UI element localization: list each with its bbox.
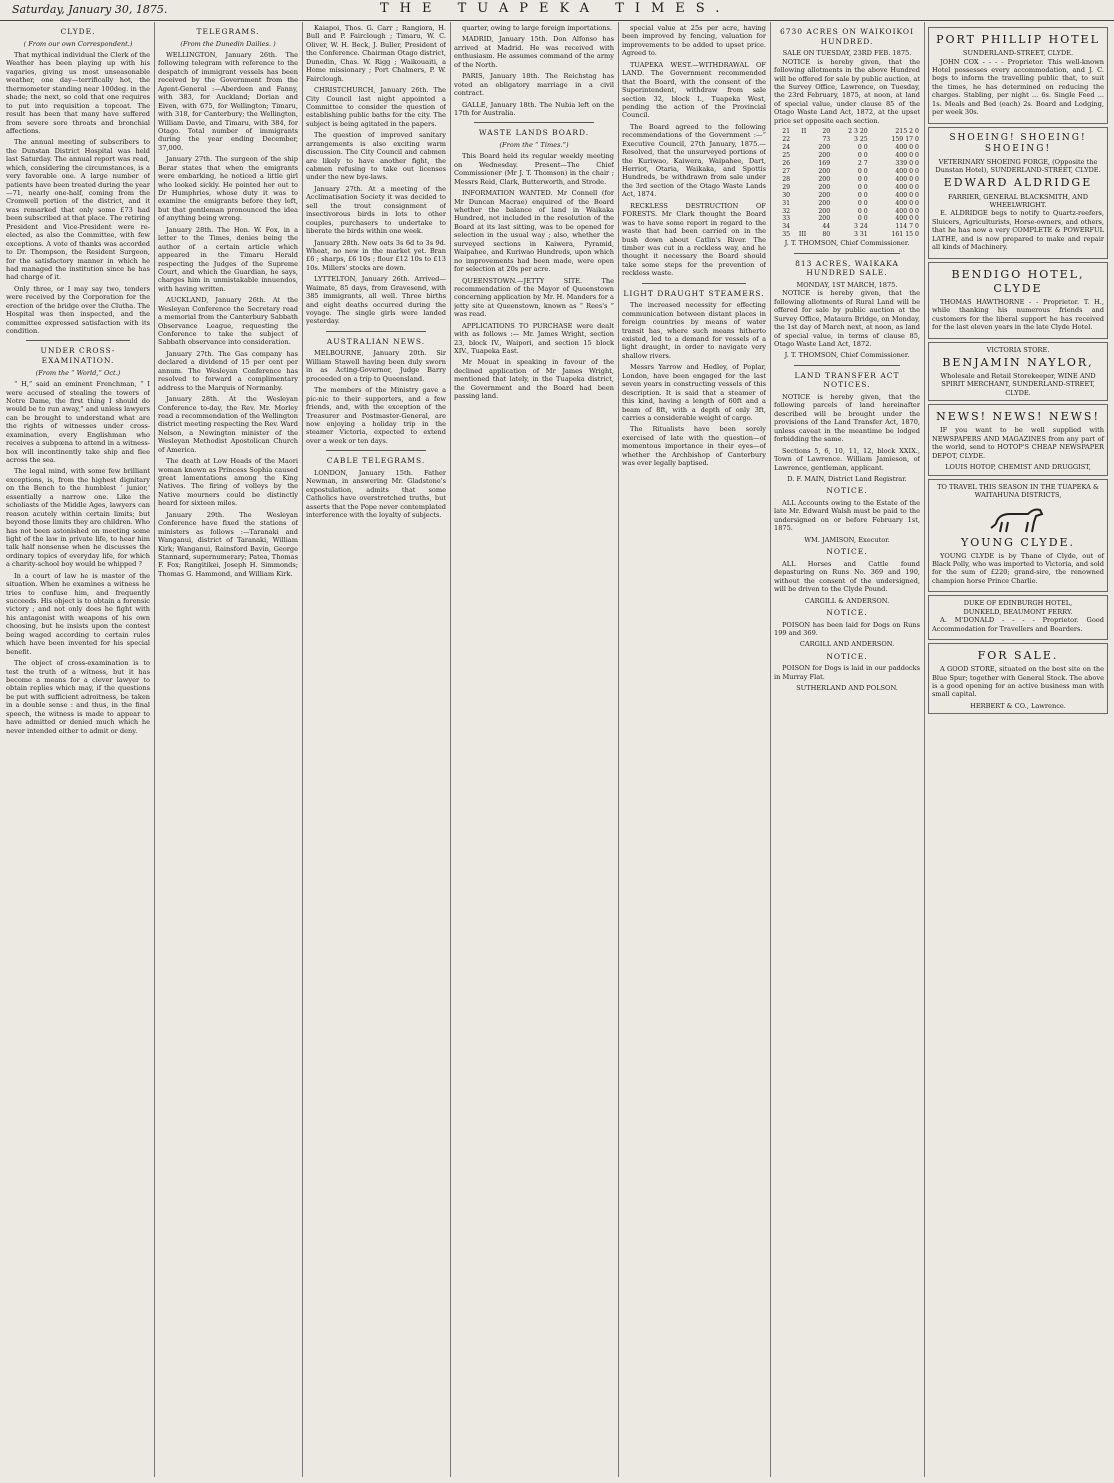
paragraph: The increased necessity for effecting communication between distant places in foreign countries by means of water transit has, where such means hitherto existed, led to a demand for vessels of a light draught, in order to navigate very shallow rivers. [622, 301, 766, 360]
column-6 [774, 24, 920, 1479]
section-heading: LIGHT DRAUGHT STEAMERS. [623, 288, 765, 298]
advert-body: A GOOD STORE, situated on the best site on the Blue Spur; together with General Stock. The above is a good opening for an active business man with small capital. [932, 665, 1104, 699]
column-5 [622, 24, 766, 1479]
paragraph: ALL Accounts owing to the Estate of the late Mr. Edward Walsh must be paid to the undersigned on or before February 1st, 1875. [774, 498, 920, 533]
paragraph: NOTICE is hereby given, that the following allotments of Rural Land will be offered for sale by public auction at the Survey Office, Mataura Bridge, on Monday, the 1st day of March next, at noon, as land of special value, in terms of clause 85, Otago Waste Land Act, 1872. [774, 289, 920, 348]
table-cell: 25 [782, 151, 791, 159]
paragraph: The members of the Ministry gave a pic-nic to their supporters, and a few friends, and, with the exception of the Treasurer and Postmaster-General, are now enjoying a holiday trip in the steamer Victoria, expected to extend over a week or ten days. [306, 386, 446, 445]
issue-date: Saturday, January 30, 1875. [12, 3, 168, 16]
table-cell: 400 0 0 [895, 215, 919, 223]
paragraph: POISON for Dogs is laid in our paddocks in Murray Flat. [774, 664, 920, 681]
table-row [774, 200, 920, 208]
paragraph: PARIS, January 18th. The Reichstag has voted an obligatory marriage in a civil contract. [454, 72, 614, 98]
table-row [774, 160, 920, 168]
column-rule [770, 22, 771, 1477]
notice-heading: NOTICE. [826, 486, 868, 496]
byline: ( From our own Correspondent.) [23, 39, 133, 48]
column-rule [924, 22, 925, 1477]
table-cell [791, 152, 807, 160]
table-cell: 215 2 0 [895, 128, 919, 136]
signature: CARGILL & ANDERSON. [804, 596, 890, 605]
table-cell: 200 [818, 191, 831, 199]
divider [326, 450, 426, 451]
table-cell: 400 0 0 [895, 144, 919, 151]
paragraph: The death at Low Heads of the Maori woman known as Princess Sophia caused great lamentations among the King Natives. The firing of volleys by the Native mourners could be distinctly heard for sixteen miles. [158, 457, 298, 508]
table-cell: 400 0 0 [895, 207, 919, 215]
table-row [774, 208, 920, 216]
table-cell [791, 136, 807, 144]
table-cell: 0 0 [857, 167, 868, 175]
advert-subtitle: Wholesale and Retail Storekeeper, WINE AND SPIRIT MERCHANT, SUNDERLAND-STREET, CLYDE. [940, 372, 1096, 397]
section-heading: UNDER CROSS-EXAMINATION. [40, 346, 116, 366]
advert-subtitle: SUNDERLAND-STREET, CLYDE. [962, 49, 1074, 58]
column-rule [302, 22, 303, 1477]
signature: J. T. THOMSON, Chief Commissioner. [784, 351, 910, 360]
paragraph: Mr Mouat in speaking in favour of the declined application of Mr James Wright, mentioned that lately, in the Tuapeka district, the Government and the Board had been passing land. [454, 358, 614, 401]
advert-title: SHOEING! SHOEING! SHOEING! [949, 132, 1087, 155]
paragraph: Sections 5, 6, 10, 11, 12, block XXIX., Town of Lawrence. William Jamieson, of Lawrence, gentleman, applicant. [774, 446, 920, 472]
table-cell: 200 [818, 199, 831, 207]
table-cell: 28 [782, 175, 791, 183]
notice-subheading: SALE ON TUESDAY, 23RD FEB. 1875. [782, 49, 912, 58]
table-row [774, 176, 920, 184]
advert-name: YOUNG CLYDE. [960, 535, 1076, 549]
table-cell: 159 17 0 [891, 136, 919, 144]
section-heading: CABLE TELEGRAMS. [326, 456, 426, 466]
paragraph: That mythical individual the Clerk of the Weather has been playing up with his vagaries, giving us most unseasonable weather, one day—terrifically hot, the thermometer standing near 100deg. in the shade; the next, so cold that one requires to put into requisition a topcoat. The result has been that many have suffered from severe sore throats and bronchial affections. [6, 51, 150, 135]
paragraph: special value at 25s per acre, having been improved by fencing, valuation for improvements to be added to upset price. Agreed to. [622, 24, 766, 58]
paper-title: THE TUAPEKA TIMES. [380, 1, 731, 16]
table-cell: 3 25 [853, 136, 868, 144]
paragraph: LONDON, January 15th. Father Newman, in answering Mr. Gladstone's expostulation, admits that some Catholics have overstretched truths, but asserts that the Pope never contemplated interference with the loyalty of subjects. [306, 468, 446, 520]
section-heading: TELEGRAMS. [196, 27, 260, 36]
table-cell [791, 208, 807, 216]
table-cell: 339 0 0 [895, 159, 919, 167]
paragraph: CHRISTCHURCH, January 26th. The City Council last night appointed a Committee to consider the question of establishing public baths for the city. The subject is being agitated in the papers. [306, 86, 446, 128]
paragraph: NOTICE is hereby given, that the following parcels of land hereinafter described will be brought under the provisions of the Land Transfer Act, 1870, unless caveat in the meantime be lodged forbidding the same. [774, 393, 920, 444]
advert-subtitle: VETERINARY SHOEING FORGE, (Opposite the Dunstan Hotel), SUNDERLAND-STREET, CLYDE. [935, 157, 1101, 175]
paragraph: NOTICE is hereby given, that the following allotments in the above Hundred will be offered for sale by public auction, at the Survey Office, Lawrence, on Tuesday, the 23rd February, 1875, at noon, at land of special value, under clause 85 of the Otago Waste Land Act, 1872, at the upset price set opposite each section. [774, 57, 920, 125]
table-row [774, 184, 920, 192]
paragraph: The object of cross-examination is to test the truth of a witness, but it has become a means for a clever lawyer to obtain replies which may, if the questions be put with sufficient adroitness, be taken in a double sense : and thus, in the final speech, the witness is made to appear to have admitted or denied much which he never intended either to admit or deny. [6, 659, 150, 735]
divider [474, 122, 594, 123]
table-cell [791, 144, 807, 152]
advert-body: E. ALDRIDGE begs to notify to Quartz-reefers, Sluicers, Agriculturists, Horse-owners, and others, that he has now a very COMPLETE & POWERFUL LATHE, and is now prepared to make and repair all kinds of Machinery. [932, 209, 1104, 252]
table-cell [791, 223, 807, 231]
advert-bendigo [928, 262, 1108, 339]
advert-body: YOUNG CLYDE is by Thane of Clyde, out of Black Polly, who was imported to Victoria, and sold for the sum of £220; grand-sire, the renowned champion horse Prince Charlie. [932, 551, 1104, 585]
advert-victoria-store [928, 342, 1108, 402]
table-cell: 200 [818, 215, 831, 223]
paragraph: January 28th. At the Wesleyan Conference to-day, the Rev. Mr. Morley read a recommendation of the Wellington district meeting respecting the Rev. Ward Nelson, a Newington minister of the Wesleyan Methodist Apostolican Church of America. [158, 395, 298, 454]
table-cell: 0 0 [857, 183, 868, 191]
advert-subtitle: FARRIER, GENERAL BLACKSMITH, AND WHEELWRIGHT. [947, 192, 1089, 209]
notice-subheading: MONDAY, 1ST MARCH, 1875. [796, 280, 898, 289]
advert-title: BENDIGO HOTEL, CLYDE [951, 267, 1085, 295]
table-cell: 0 0 [857, 144, 868, 151]
byline: (From the “ Times.”) [499, 140, 569, 149]
divider [26, 340, 130, 341]
table-cell: 3 31 [853, 231, 868, 239]
notice-heading: 813 ACRES, WAIKAKA HUNDRED SALE. [795, 258, 899, 278]
divider [794, 253, 900, 254]
table-cell: 73 [822, 136, 831, 144]
table-cell: 169 [818, 159, 831, 167]
paragraph: APPLICATIONS TO PURCHASE were dealt with as follows :— Mr. James Wright, section 23, block IV., Waipori, and section 15 block XIV., Tuapeka East. [454, 321, 614, 356]
table-cell: 400 0 0 [895, 151, 919, 159]
paragraph: “ H,” said an eminent Frenchman, “ I were accused of stealing the towers of Notre Dame, the first thing I should do would be to run away,” and unless lawyers can be brought to understand what are the rights of witnesses under cross-examination, every Englishman who receives a subpœna to attend in a witness-box will incontinently take ship and flee across the sea. [6, 380, 150, 465]
table-cell [791, 215, 807, 223]
paragraph: The Ritualists have been sorely exercised of late with the question—of momentous importance in their eyes—of whether the Archbishop of Canterbury was ever legally baptised. [622, 425, 766, 468]
table-cell: 400 0 0 [895, 191, 919, 199]
table-cell: 27 [782, 167, 791, 175]
table-row [774, 144, 920, 152]
paragraph: QUEENSTOWN.—JETTY SITE. The recommendation of the Mayor of Queenstown concerning application by Mr. H. Manders for a jetty site at Queenstown, known as “ Rees's ” was read. [454, 276, 614, 319]
paragraph: WELLINGTON, January 26th. The following telegram with reference to the despatch of immigrant vessels has been received by the Government from the Agent-General :—Aberdeen and Fanny, with 383, for Auckland; Dorian and Eiven, with 675, for Wellington; Timaru, with 318, for Canterbury; the Wellington, William Davie, and Timaru, with 384, for Otago. Total number of immigrants during the year ending December, 37,000. [158, 51, 298, 152]
table-cell: 400 0 0 [895, 199, 919, 207]
paragraph: GALLE, January 18th. The Nubia left on the 17th for Australia. [454, 100, 614, 117]
table-row [774, 152, 920, 160]
notice-heading: 6730 ACRES ON WAIKOIKOI HUNDRED. [779, 27, 915, 46]
table-cell [791, 200, 807, 208]
table-cell: 0 0 [857, 175, 868, 183]
paragraph: TUAPEKA WEST.—WITHDRAWAL OF LAND. The Government recommended that the Board, with the consent of the Superintendent, withdraw from sale section 32, block I., Tuapeka West, pending the action of the Provincial Council. [622, 60, 766, 120]
notice-heading: NOTICE. [826, 651, 868, 661]
advert-for-sale [928, 643, 1108, 714]
notice-heading: LAND TRANSFER ACT NOTICES. [794, 370, 900, 390]
signature: CARGILL AND ANDERSON. [799, 640, 895, 649]
table-cell: 2 3 20 [848, 128, 868, 136]
table-cell: 21 [782, 128, 791, 136]
advert-name: EDWARD ALDRIDGE [943, 176, 1093, 190]
section-heading: CLYDE. [60, 27, 96, 36]
table-cell [791, 176, 807, 184]
divider [326, 331, 426, 332]
table-cell: 3 24 [853, 223, 868, 231]
column-1 [6, 24, 150, 1479]
table-cell: 0 0 [857, 199, 868, 207]
paragraph: This Board held its regular weekly meeting on Wednesday. Present—The Chief Commissioner (Mr J. T. Thomson) in the chair ; Messrs Reid, Clark, Butterworth, and Strode. [454, 152, 614, 186]
paragraph: January 27th. The surgeon of the ship Berar states that when the emigrants were embarking, he noticed a little girl who looked sickly. He pointed her out to Dr Humphries, whose duty it was to examine the emigrants before they left, but that gentleman pronounced the idea of anything being wrong. [158, 155, 298, 223]
table-cell: 200 [818, 144, 831, 151]
section-heading: WASTE LANDS BOARD. [478, 128, 590, 138]
paragraph: RECKLESS DESTRUCTION OF FORESTS. Mr Clark thought the Board was to have some report in regard to the waste that had been carried on in the bush down about Catlin's River. The timber was cut in a reckless way, and he thought it necessary the Board should take some steps for the prevention of reckless waste. [622, 201, 766, 278]
table-cell: 114 7 0 [895, 223, 919, 231]
paragraph: The annual meeting of subscribers to the Dunstan District Hospital was held last Saturday. The annual report was read, which, considering the circumstances, is a very favorable one. A large number of patients have been treated during the year—71, nearly one-half, coming from the Cromwell portion of the district, and it was remarked that only some £73 had been subscribed at that place. The retiring President and Vice-President were re-elected, as also the Committee, with few exceptions. A vote of thanks was accorded to Dr. Thompson, the Resident Surgeon, for the satisfactory manner in which he had managed the institution since he has had charge of it. [6, 138, 150, 282]
paragraph: January 28th. New oats 3s 6d to 3s 9d. Wheat, no new in the market yet. Bran £6 ; sharps, £6 10s ; flour £12 10s to £13 10s. Millers' stocks are down. [306, 238, 446, 272]
advert-body: A. M'DONALD - - - - Proprietor. Good Accommodation for Travellers and Boarders. [932, 616, 1104, 633]
signature: SUTHERLAND AND POLSON. [796, 684, 898, 693]
table-cell [791, 168, 807, 176]
paragraph: POISON has been laid for Dogs on Runs 199 and 369. [774, 620, 920, 637]
table-cell: 31 [782, 199, 791, 207]
advert-title: NEWS! NEWS! NEWS! [936, 410, 1100, 424]
table-cell: III [798, 231, 807, 239]
masthead [0, 0, 1114, 21]
table-cell: 400 0 0 [895, 167, 919, 175]
table-cell: 161 15 0 [891, 231, 919, 239]
column-rule [450, 22, 451, 1477]
table-cell: 26 [782, 159, 791, 167]
table-cell: 32 [782, 207, 791, 215]
notice-heading: NOTICE. [826, 607, 868, 617]
table-cell: 200 [818, 183, 831, 191]
horse-icon [988, 502, 1048, 534]
paragraph: Kaiapoi, Thos. G. Carr ; Rangiora, H. Bull and P. Fairclough ; Timaru, W. C. Oliver, W. H. Beck, J. Buller, President of the Conference. Chairman Otago district, Dunedin, Chas. W. Rigg ; Waikouaiti, a Home missionary ; Port Chalmers, P. W. Fairclough. [306, 24, 446, 83]
paragraph: quarter, owing to large foreign importations. [462, 24, 613, 32]
advert-duke-edinburgh [928, 595, 1108, 640]
paragraph: Only three, or I may say two, tenders were received by the Corporation for the erection of the bridge over the Clutha. The Hospital was then inspected, and the committee expressed satisfaction with its condition. [6, 284, 150, 336]
paragraph: MADRID, January 15th. Don Alfonso has arrived at Madrid. He was received with enthusiasm. He assumes command of the army of the North. [454, 35, 614, 69]
table-cell [791, 160, 807, 168]
table-cell: 200 [818, 207, 831, 215]
advert-title: FOR SALE. [977, 649, 1059, 663]
table-cell: 2 7 [857, 159, 868, 167]
table-cell: 29 [782, 183, 791, 191]
paragraph: Messrs Yarrow and Hedley, of Poplar, London, have been engaged for the last seven years in constructing vessels of this description. It is said that a steamer of this kind, having a length of 60ft and a beam of 8ft, with a depth of only 3ft, carries a considerable weight of cargo. [622, 363, 766, 422]
table-cell: 22 [782, 136, 791, 144]
advert-body: THOMAS HAWTHORNE - - Proprietor. T. H., while thanking his numerous friends and customers for the liberal support he has received for the last eleven years in the late Clyde Hotel. [932, 297, 1104, 332]
column-rule [154, 22, 155, 1477]
advert-young-clyde [928, 479, 1108, 593]
paragraph: MELBOURNE, January 20th. Sir William Stawell having been duly sworn in as Acting-Governor, Judge Barry proceeded on a trip to Queensland. [306, 349, 446, 383]
table-cell: 24 [782, 144, 791, 151]
column-rule [618, 22, 619, 1477]
table-row [774, 192, 920, 200]
advert-subtitle: DUNKELD, BEAUMONT FERRY. [963, 607, 1073, 616]
divider [642, 283, 746, 284]
table-cell [791, 184, 807, 192]
table-cell: 20 [822, 128, 831, 136]
advert-shoeing [928, 127, 1108, 259]
section-heading: AUSTRALIAN NEWS. [326, 336, 426, 346]
byline: (From the “ World,” Oct.) [35, 368, 121, 377]
table-cell: 0 0 [857, 151, 868, 159]
advert-name: BENJAMIN NAYLOR, [942, 355, 1094, 369]
paragraph: The Board agreed to the following recommendations of the Government :—“ Executive Council, 27th January, 1875.—Resolved, that the unsurveyed portions of the Kuriwao, Kaiwera, Waipahee, Dart, Herriot, Otaria, Waikaka, and Spottis Hundreds, be withdrawn from sale under the 3rd section of the Otago Waste Lands Act, 1874. [622, 122, 766, 199]
paragraph: January 29th. The Wesleyan Conference have fixed the stations of ministers as follows :—Taranaki and Wanganui, district of Taranaki, William Kirk; Wanganui, Rainsford Bavin, George Stannard, supernumerary; Patea, Thomas F. Fox; Rangitikei, Joseph H. Simmonds; Thomas G. Hammond, and William Kirk. [158, 510, 298, 578]
table-cell: 35 [782, 231, 791, 239]
table-cell: 200 [818, 151, 831, 159]
table-cell: 0 0 [857, 191, 868, 199]
table-row [774, 223, 920, 231]
table-cell: 33 [782, 215, 791, 223]
column-2 [158, 24, 298, 1479]
table-row [774, 128, 920, 136]
table-cell [791, 192, 807, 200]
column-4 [454, 24, 614, 1479]
paragraph: January 27th. The Gas company has declared a dividend of 15 per cent per annum. The Wesleyan Conference has resolved to forward a complimentary address to the Marquis of Normanby. [158, 349, 298, 392]
table-cell: 34 [782, 223, 791, 231]
table-cell: 200 [818, 175, 831, 183]
paragraph: In a court of law he is master of the situation. When he examines a witness he tries to confuse him, and frequently succeeds. His object is to obtain a forensic victory ; and not only does he fight with his antagonist with weapons of his own choosing, but he insists upon the contest being waged according to certain rules which have been invented for his special benefit. [6, 571, 150, 656]
advert-title: PORT PHILLIP HOTEL [936, 33, 1100, 46]
signature: J. T. THOMSON, Chief Commissioner. [784, 239, 910, 248]
allotment-table [774, 128, 920, 239]
table-cell: 0 0 [857, 207, 868, 215]
paragraph: The question of improved sanitary arrangements is also exciting warm discussion. The City Council and cabmen are likely to have another fight, the cabmen refusing to take out licenses under the new bye-laws. [306, 131, 446, 182]
byline: (From the Dunedin Dailies. ) [180, 39, 276, 48]
table-cell: 400 0 0 [895, 183, 919, 191]
table-cell: 400 0 0 [895, 175, 919, 183]
divider [794, 365, 900, 366]
table-cell: 80 [822, 231, 831, 239]
table-cell: 200 [818, 167, 831, 175]
advert-body: IF you want to be well supplied with NEWSPAPERS AND MAGAZINES from any part of the world, send to HOTOP'S CHEAP NEWSPAPER DEPOT, CLYDE. [932, 426, 1104, 460]
paragraph: January 28th. The Hon. W. Fox, in a letter to the Times, denies being the author of a certain article which appeared in the Timaru Herald respecting the Judges of the Supreme Court, and which the Guardian, he says, charges him in unmistakable innuendos, with having written. [158, 225, 298, 293]
table-cell: 0 0 [857, 215, 868, 223]
advert-name: LOUIS HOTOP, CHEMIST AND DRUGGIST, [945, 463, 1091, 472]
table-row [774, 136, 920, 144]
advert-title: DUKE OF EDINBURGH HOTEL, [963, 599, 1073, 608]
signature: HERBERT & CO., Lawrence. [970, 701, 1066, 710]
paragraph: AUCKLAND, January 26th. At the Wesleyan Conference the Secretary read a memorial from the Canterbury Sabbath Observance League, requesting the Conference to take the subject of Sabbath observance into consideration. [158, 296, 298, 347]
paragraph: The legal mind, with some few brilliant exceptions, is, from the highest dignitary on the Bench to the humblest ‘ junior,’ essentially a narrow one. Like the scholiasts of the Middle Ages, lawyers can reason acutely within certain limits; but beyond those limits they are children. Who has not been astonished on meeting some light of the law in private life, to hear him talk half nonsense when he discusses the ordinary topics of everyday life, for which a charity-school boy would be whipped ? [6, 467, 150, 569]
advert-title: VICTORIA STORE. [986, 345, 1050, 354]
paragraph: January 27th. At a meeting of the Acclimatisation Society it was decided to sell the trout consignment of insectivorous birds in lots to other couples, purchasers to undertake to liberate the birds within one week. [306, 184, 446, 236]
column-3 [306, 24, 446, 1479]
table-row [774, 231, 920, 239]
advert-port-phillip [928, 27, 1108, 124]
notice-heading: NOTICE. [826, 547, 868, 557]
paragraph: ALL Horses and Cattle found depasturing on Runs No. 369 and 190, without the consent of the undersigned, will be driven to the Clyde Pound. [774, 559, 920, 594]
advert-body: JOHN COX - - - - Proprietor. This well-known Hotel possesses every accommodation, and J. C. begs to inform the travelling public that, to suit the times, he has determined on reducing the charges. Stabling, per night ... 6s. Single Feed ... 1s. Meals and Bed (each) 2s. Board and Lodging, per week 30s. [932, 57, 1104, 117]
signature: WM. JAMISON, Executor. [804, 535, 890, 544]
table-row [774, 168, 920, 176]
table-row [774, 215, 920, 223]
paragraph: INFORMATION WANTED. Mr Connell (for Mr Duncan Macrae) enquired of the Board whether the balance of land in Waikaka Hundred, not included in the resolution of the Board at its last sitting, was to be opened for selection in the usual way ; also, whether the surveyed sections in Kaiwera, Pyramid, Waipahee, and Kuriwao Hundreds, upon which no improvements had been made, were open for selection at 20s per acre. [454, 189, 614, 274]
table-cell: II [801, 128, 807, 136]
signature: D. F. MAIN, District Land Registrar. [787, 474, 907, 483]
advert-news [928, 404, 1108, 475]
advert-title: TO TRAVEL THIS SEASON IN THE TUAPEKA & WAITAHUNA DISTRICTS, [937, 482, 1099, 500]
paragraph: LYTTELTON, January 26th. Arrived—Waimate, 85 days, from Gravesend, with 385 immigrants, all well. Three births and eight deaths occurred during the voyage. The single girls were landed yesterday. [306, 275, 446, 326]
column-7 [928, 24, 1108, 1479]
table-cell: 30 [782, 191, 791, 199]
table-cell: 44 [822, 223, 831, 231]
